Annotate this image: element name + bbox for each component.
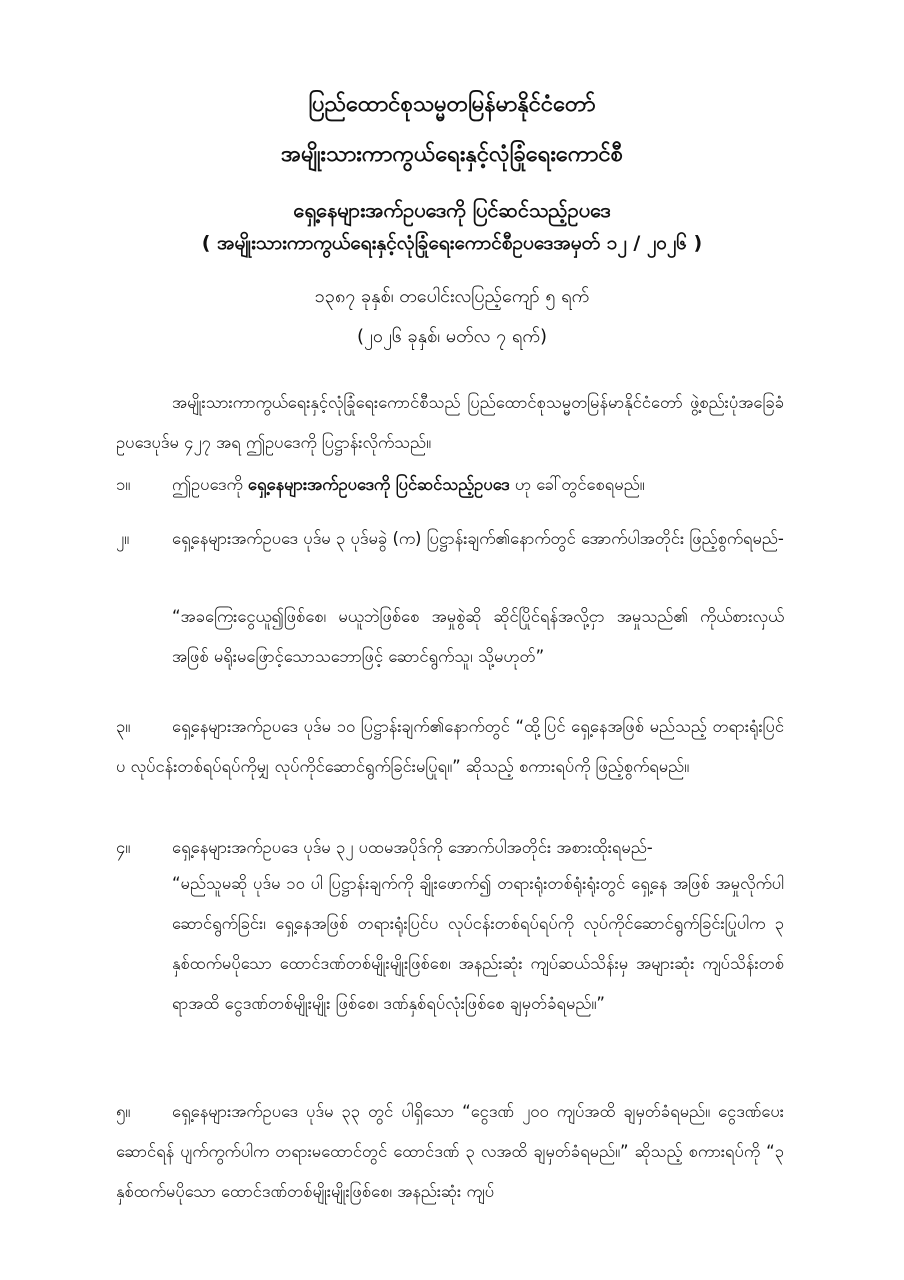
- date-myanmar: ၁၃၈၇ ခုနှစ်၊ တပေါင်းလပြည့်ကျော် ၅ ရက်: [314, 286, 590, 307]
- header-country: ပြည်ထောင်စုသမ္မတမြန်မာနိုင်ငံတော်: [308, 92, 596, 117]
- section-text: ရှေ့နေများအက်ဥပဒေ ပုဒ်မ ၃၂ ပထမအပိုဒ်ကို အောက်ပါအတိုင်း အစားထိုးရမည်-: [172, 838, 653, 857]
- section-2: [116, 519, 784, 559]
- preamble: အမျိုးသားကာကွယ်ရေးနှင့်လုံခြုံရေးကောင်စီသည် ပြည်ထောင်စုသမ္မတမြန်မာနိုင်ငံတော် ဖွဲ့စည်းပုံအခြေခံဥပဒေပုဒ်မ ၄၂၇ အရ ဤဥပဒေကို ပြဋ္ဌာန်းလိုက်သည်။: [116, 393, 784, 452]
- section-4-quote: “မည်သူမဆို ပုဒ်မ ၁၀ ပါ ပြဋ္ဌာန်းချက်ကို ချိုးဖောက်၍ တရားရုံးတစ်ရုံးရုံးတွင် ရှေ့နေ အဖြစ် အမှုလိုက်ပါဆောင်ရွက်ခြင်း၊ ရှေ့နေအဖြစ် တရားရုံးပြင်ပ လုပ်ငန်းတစ်ရပ်ရပ်ကို လုပ်ကိုင်ဆောင်ရွက်ခြင်းပြုပါက ၃ နှစ်ထက်မပိုသော ထောင်ဒဏ်တစ်မျိုးမျိုးဖြစ်စေ၊ အနည်းဆုံး ကျပ်ဆယ်သိန်းမှ အများဆုံး ကျပ်သိန်းတစ်ရာအထိ ငွေဒဏ်တစ်မျိုးမျိုး ဖြစ်စေ၊ ဒဏ်နှစ်ရပ်လုံးဖြစ်စေ ချမှတ်ခံရမည်။”: [172, 874, 784, 1013]
- law-title: ရှေ့နေများအက်ဥပဒေကို ပြင်ဆင်သည့်ဥပဒေ: [293, 198, 611, 222]
- header-council: အမျိုးသားကာကွယ်ရေးနှင့်လုံခြုံရေးကောင်စီ: [280, 142, 624, 167]
- date-gregorian: (၂၀၂၆ ခုနှစ်၊ မတ်လ ၇ ရက်): [356, 326, 548, 347]
- law-number: ( အမျိုးသားကာကွယ်ရေးနှင့်လုံခြုံရေးကောင်စီဥပဒေအမှတ် ၁၂ / ၂၀၂၆ ): [201, 232, 703, 254]
- section-2-quote: “အခကြေးငွေယူ၍ဖြစ်စေ၊ မယူဘဲဖြစ်စေ အမှုစွဲဆို ဆိုင်ပြိုင်ရန်အလို့ငှာ အမှုသည်၏ ကိုယ်စားလှယ်အဖြစ် မရိုးမဖြောင့်သောသဘောဖြင့် ဆောင်ရွက်သူ၊ သို့မဟုတ်”: [172, 607, 784, 666]
- section-text: ရှေ့နေများအက်ဥပဒေ ပုဒ်မ ၁၀ ပြဋ္ဌာန်းချက်၏နောက်တွင် “ထို့ပြင် ရှေ့နေအဖြစ် မည်သည့် တရားရုံးပြင်ပ လုပ်ငန်းတစ်ရပ်ရပ်ကိုမျှ လုပ်ကိုင်ဆောင်ရွက်ခြင်းမပြုရ။” ဆိုသည့် စကားရပ်ကို ဖြည့်စွက်ရမည်။: [116, 717, 784, 776]
- section-4: [116, 828, 784, 868]
- section-text: ရှေ့နေများအက်ဥပဒေ ပုဒ်မ ၃၃ တွင် ပါရှိသော “ငွေဒဏ် ၂၀၀ ကျပ်အထိ ချမှတ်ခံရမည်။ ငွေဒဏ်ပေးဆောင်ရန် ပျက်ကွက်ပါက တရားမထောင်တွင် ထောင်ဒဏ် ၃ လအထိ ချမှတ်ခံရမည်။” ဆိုသည့် စကားရပ်ကို “၃ နှစ်ထက်မပိုသော ထောင်ဒဏ်တစ်မျိုးမျိုးဖြစ်စေ၊ အနည်းဆုံး ကျပ်: [116, 1102, 784, 1201]
- section-text-end: ဟု ခေါ်တွင်စေရမည်။: [509, 475, 645, 494]
- section-number: ၃။: [116, 717, 131, 736]
- section-text: ဤဥပဒေကို: [172, 475, 248, 494]
- section-number: ၄။: [116, 838, 131, 857]
- short-title: ရှေ့နေများအက်ဥပဒေကို ပြင်ဆင်သည့်ဥပဒေ: [247, 475, 510, 494]
- section-number: ၅။: [116, 1102, 131, 1121]
- section-number: ၂။: [116, 529, 130, 548]
- section-text: ရှေ့နေများအက်ဥပဒေ ပုဒ်မ ၃ ပုဒ်မခွဲ (က) ပြဋ္ဌာန်းချက်၏နောက်တွင် အောက်ပါအတိုင်း ဖြည့်စွက်ရမည်-: [172, 529, 784, 548]
- section-3: [116, 707, 784, 787]
- section-number: ၁။: [116, 475, 131, 494]
- section-1: [116, 465, 784, 505]
- section-5: [116, 1092, 784, 1212]
